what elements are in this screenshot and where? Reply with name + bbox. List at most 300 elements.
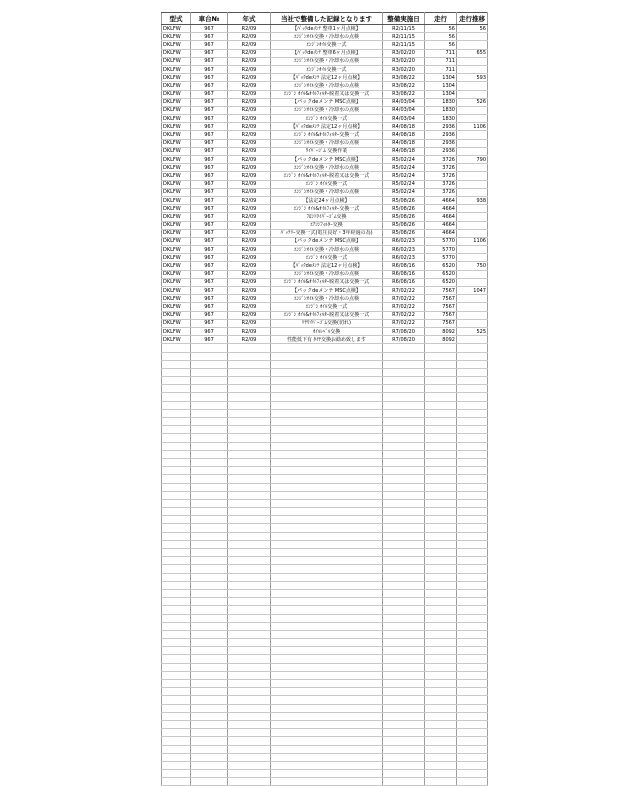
empty-cell: [457, 630, 488, 638]
empty-cell: [162, 458, 191, 466]
cell-chassis-number: 967: [191, 270, 228, 278]
empty-cell: [228, 622, 271, 630]
cell-service-date: R4/08/18: [383, 123, 425, 131]
blank-row: [162, 475, 488, 483]
empty-cell: [191, 647, 228, 655]
blank-row: [162, 458, 488, 466]
empty-cell: [383, 680, 425, 688]
empty-cell: [191, 688, 228, 696]
cell-mileage: 4664: [425, 205, 457, 213]
cell-service-record: ｴﾝｼﾞﾝｵｲﾙ交換・冷却水の点検: [271, 82, 383, 90]
cell-model-year: R2/09: [228, 229, 271, 237]
empty-cell: [383, 475, 425, 483]
empty-cell: [162, 442, 191, 450]
empty-cell: [383, 729, 425, 737]
empty-cell: [271, 663, 383, 671]
cell-mileage-change: 56: [457, 25, 488, 33]
table-row: [162, 336, 488, 344]
empty-cell: [425, 352, 457, 360]
table-row: [162, 229, 488, 237]
empty-cell: [457, 557, 488, 565]
cell-model-year: R2/09: [228, 180, 271, 188]
cell-service-record: 【ﾊﾟｯｸdeﾒﾝﾃ 法定12ヶ月点検】: [271, 74, 383, 82]
cell-mileage: 2936: [425, 131, 457, 139]
empty-cell: [425, 745, 457, 753]
cell-model-year: R2/09: [228, 319, 271, 327]
empty-cell: [425, 516, 457, 524]
blank-row: [162, 589, 488, 597]
cell-chassis-number: 967: [191, 319, 228, 327]
empty-cell: [383, 565, 425, 573]
cell-model: DKLFW: [162, 311, 191, 319]
empty-cell: [425, 532, 457, 540]
cell-mileage: 4664: [425, 213, 457, 221]
empty-cell: [228, 704, 271, 712]
empty-cell: [228, 663, 271, 671]
table-row: [162, 98, 488, 106]
cell-service-date: R4/08/18: [383, 131, 425, 139]
cell-mileage: 2936: [425, 123, 457, 131]
empty-cell: [425, 778, 457, 786]
empty-cell: [425, 720, 457, 728]
empty-cell: [383, 712, 425, 720]
empty-cell: [162, 622, 191, 630]
empty-cell: [191, 655, 228, 663]
cell-model-year: R2/09: [228, 25, 271, 33]
empty-cell: [383, 458, 425, 466]
empty-cell: [162, 671, 191, 679]
cell-service-record: ｴﾝｼﾞﾝ ｵｲﾙ&ｵｲﾙﾌｨﾙﾀｰ脱着又は交換一式: [271, 278, 383, 286]
empty-cell: [425, 401, 457, 409]
cell-service-date: R7/08/20: [383, 336, 425, 344]
cell-model: DKLFW: [162, 327, 191, 335]
blank-row: [162, 426, 488, 434]
empty-cell: [191, 671, 228, 679]
empty-cell: [271, 442, 383, 450]
empty-cell: [191, 753, 228, 761]
cell-model: DKLFW: [162, 33, 191, 41]
cell-service-date: R4/03/04: [383, 98, 425, 106]
empty-cell: [383, 688, 425, 696]
blank-row: [162, 491, 488, 499]
cell-service-date: R2/11/15: [383, 41, 425, 49]
empty-cell: [457, 655, 488, 663]
empty-cell: [271, 549, 383, 557]
empty-cell: [228, 761, 271, 769]
empty-cell: [191, 418, 228, 426]
empty-cell: [425, 499, 457, 507]
empty-cell: [457, 491, 488, 499]
empty-cell: [383, 540, 425, 548]
empty-cell: [457, 344, 488, 352]
empty-cell: [457, 688, 488, 696]
cell-service-date: R4/03/04: [383, 106, 425, 114]
cell-model: DKLFW: [162, 115, 191, 123]
empty-cell: [191, 589, 228, 597]
empty-cell: [383, 549, 425, 557]
empty-cell: [383, 671, 425, 679]
cell-service-record: 【ﾊﾟｯｸdeﾒﾝﾃ 整車1ヶ月点検】: [271, 25, 383, 33]
empty-cell: [271, 696, 383, 704]
empty-cell: [383, 753, 425, 761]
cell-mileage-change: [457, 254, 488, 262]
empty-cell: [162, 712, 191, 720]
cell-model-year: R2/09: [228, 156, 271, 164]
cell-chassis-number: 967: [191, 303, 228, 311]
table-header: [162, 13, 488, 25]
empty-cell: [228, 671, 271, 679]
blank-row: [162, 671, 488, 679]
cell-service-date: R7/02/22: [383, 287, 425, 295]
empty-cell: [271, 385, 383, 393]
cell-model-year: R2/09: [228, 57, 271, 65]
cell-mileage-change: [457, 57, 488, 65]
empty-cell: [457, 565, 488, 573]
empty-cell: [162, 401, 191, 409]
table-row: [162, 270, 488, 278]
empty-cell: [191, 598, 228, 606]
cell-service-date: R7/08/20: [383, 327, 425, 335]
empty-cell: [191, 614, 228, 622]
cell-mileage: 7567: [425, 319, 457, 327]
empty-cell: [162, 368, 191, 376]
table-row: [162, 41, 488, 49]
cell-mileage-change: [457, 115, 488, 123]
empty-cell: [271, 360, 383, 368]
cell-chassis-number: 967: [191, 336, 228, 344]
empty-cell: [191, 352, 228, 360]
empty-cell: [271, 753, 383, 761]
empty-cell: [383, 418, 425, 426]
empty-cell: [457, 377, 488, 385]
empty-cell: [191, 639, 228, 647]
empty-cell: [425, 655, 457, 663]
empty-cell: [383, 483, 425, 491]
cell-mileage: 711: [425, 57, 457, 65]
empty-cell: [162, 475, 191, 483]
cell-model-year: R2/09: [228, 287, 271, 295]
blank-row: [162, 352, 488, 360]
table-body: [162, 25, 488, 786]
blank-row: [162, 696, 488, 704]
empty-cell: [271, 630, 383, 638]
empty-cell: [162, 385, 191, 393]
empty-cell: [457, 360, 488, 368]
empty-cell: [271, 475, 383, 483]
empty-cell: [271, 401, 383, 409]
cell-mileage-change: [457, 319, 488, 327]
cell-mileage-change: [457, 65, 488, 73]
empty-cell: [425, 344, 457, 352]
empty-cell: [228, 434, 271, 442]
empty-cell: [425, 540, 457, 548]
cell-mileage-change: 790: [457, 156, 488, 164]
cell-model-year: R2/09: [228, 205, 271, 213]
empty-cell: [271, 524, 383, 532]
cell-chassis-number: 967: [191, 278, 228, 286]
cell-service-date: R5/02/24: [383, 188, 425, 196]
table-row: [162, 319, 488, 327]
empty-cell: [228, 581, 271, 589]
cell-mileage: 7567: [425, 303, 457, 311]
empty-cell: [228, 557, 271, 565]
empty-cell: [383, 401, 425, 409]
header-service-record: 当社で整備した記録となります: [271, 13, 383, 25]
empty-cell: [191, 549, 228, 557]
cell-chassis-number: 967: [191, 49, 228, 57]
empty-cell: [383, 606, 425, 614]
cell-model: DKLFW: [162, 254, 191, 262]
blank-row: [162, 680, 488, 688]
cell-service-record: ｴﾝｼﾞﾝ ｵｲﾙ&ｵｲﾙﾌｨﾙﾀｰ交換一式: [271, 205, 383, 213]
blank-row: [162, 532, 488, 540]
cell-mileage-change: [457, 147, 488, 155]
empty-cell: [191, 532, 228, 540]
empty-cell: [162, 581, 191, 589]
empty-cell: [425, 598, 457, 606]
blank-row: [162, 663, 488, 671]
table-row: [162, 254, 488, 262]
cell-service-date: R6/08/16: [383, 262, 425, 270]
empty-cell: [457, 483, 488, 491]
empty-cell: [425, 753, 457, 761]
header-row: [162, 13, 488, 25]
cell-model: DKLFW: [162, 49, 191, 57]
cell-service-record: ｴﾝｼﾞﾝｵｲﾙ交換・冷却水の点検: [271, 164, 383, 172]
empty-cell: [162, 524, 191, 532]
empty-cell: [383, 622, 425, 630]
empty-cell: [228, 598, 271, 606]
cell-mileage: 8092: [425, 336, 457, 344]
blank-row: [162, 508, 488, 516]
empty-cell: [271, 778, 383, 786]
empty-cell: [271, 655, 383, 663]
cell-service-date: R5/08/26: [383, 196, 425, 204]
empty-cell: [162, 557, 191, 565]
empty-cell: [191, 499, 228, 507]
empty-cell: [271, 565, 383, 573]
cell-service-date: R7/02/22: [383, 295, 425, 303]
cell-service-record: ｴﾝｼﾞﾝｵｲﾙ交換・冷却水の点検: [271, 246, 383, 254]
empty-cell: [228, 360, 271, 368]
empty-cell: [425, 737, 457, 745]
cell-mileage: 8092: [425, 327, 457, 335]
table-row: [162, 115, 488, 123]
empty-cell: [383, 589, 425, 597]
empty-cell: [457, 737, 488, 745]
table-row: [162, 123, 488, 131]
cell-service-record: ｴﾝｼﾞﾝ ｵｲﾙ&ｵｲﾙﾌｨﾙﾀｰ脱着又は交換一式: [271, 90, 383, 98]
empty-cell: [271, 770, 383, 778]
cell-service-record: ﾊﾞｯﾃﾘｰ交換一式(電圧良好・3年経過の為): [271, 229, 383, 237]
empty-cell: [162, 770, 191, 778]
empty-cell: [457, 598, 488, 606]
cell-chassis-number: 967: [191, 188, 228, 196]
cell-model-year: R2/09: [228, 221, 271, 229]
empty-cell: [228, 467, 271, 475]
cell-service-record: ﾌﾛﾝﾄﾜｲﾊﾟｰｺﾞﾑ交換: [271, 213, 383, 221]
empty-cell: [425, 688, 457, 696]
empty-cell: [383, 614, 425, 622]
cell-chassis-number: 967: [191, 287, 228, 295]
cell-model-year: R2/09: [228, 311, 271, 319]
empty-cell: [457, 639, 488, 647]
cell-service-record: 【ﾊﾟｯｸdeﾒﾝﾃ 法定12ヶ月点検】: [271, 123, 383, 131]
cell-chassis-number: 967: [191, 147, 228, 155]
empty-cell: [425, 475, 457, 483]
header-service-date: 整備実施日: [383, 13, 425, 25]
empty-cell: [425, 622, 457, 630]
empty-cell: [271, 761, 383, 769]
empty-cell: [457, 729, 488, 737]
cell-mileage-change: [457, 131, 488, 139]
empty-cell: [162, 761, 191, 769]
blank-row: [162, 630, 488, 638]
empty-cell: [191, 540, 228, 548]
cell-service-date: R6/02/23: [383, 246, 425, 254]
cell-mileage: 3726: [425, 172, 457, 180]
cell-mileage: 7567: [425, 295, 457, 303]
empty-cell: [457, 442, 488, 450]
empty-cell: [228, 508, 271, 516]
cell-service-record: ｴﾝｼﾞﾝｵｲﾙ交換一式: [271, 41, 383, 49]
empty-cell: [191, 581, 228, 589]
cell-mileage-change: [457, 221, 488, 229]
empty-cell: [191, 663, 228, 671]
empty-cell: [383, 467, 425, 475]
blank-row: [162, 704, 488, 712]
cell-service-date: R3/08/22: [383, 82, 425, 90]
empty-cell: [271, 598, 383, 606]
cell-service-date: R3/08/22: [383, 74, 425, 82]
blank-row: [162, 729, 488, 737]
blank-row: [162, 778, 488, 786]
cell-model: DKLFW: [162, 270, 191, 278]
blank-row: [162, 761, 488, 769]
blank-row: [162, 393, 488, 401]
empty-cell: [383, 720, 425, 728]
table-row: [162, 213, 488, 221]
blank-row: [162, 639, 488, 647]
empty-cell: [383, 385, 425, 393]
header-chassis-number: 車台№: [191, 13, 228, 25]
empty-cell: [162, 639, 191, 647]
cell-service-date: R4/08/18: [383, 147, 425, 155]
cell-service-record: 【法定24ヶ月点検】: [271, 196, 383, 204]
empty-cell: [425, 368, 457, 376]
blank-row: [162, 450, 488, 458]
empty-cell: [162, 540, 191, 548]
cell-service-record: ｴﾝｼﾞﾝ ｵｲﾙ交換一式: [271, 115, 383, 123]
empty-cell: [457, 540, 488, 548]
cell-mileage-change: [457, 336, 488, 344]
empty-cell: [271, 647, 383, 655]
empty-cell: [228, 745, 271, 753]
cell-mileage: 4664: [425, 221, 457, 229]
cell-service-date: R2/11/15: [383, 33, 425, 41]
blank-row: [162, 385, 488, 393]
empty-cell: [383, 639, 425, 647]
empty-cell: [457, 524, 488, 532]
cell-model-year: R2/09: [228, 172, 271, 180]
cell-mileage-change: [457, 164, 488, 172]
empty-cell: [425, 524, 457, 532]
empty-cell: [191, 491, 228, 499]
empty-cell: [228, 770, 271, 778]
blank-row: [162, 647, 488, 655]
empty-cell: [457, 581, 488, 589]
cell-mileage-change: 655: [457, 49, 488, 57]
table-row: [162, 237, 488, 245]
empty-cell: [383, 737, 425, 745]
cell-model-year: R2/09: [228, 278, 271, 286]
cell-model-year: R2/09: [228, 33, 271, 41]
empty-cell: [457, 467, 488, 475]
cell-service-record: 性能低下有 ﾀｲﾔ交換お勧め致します: [271, 336, 383, 344]
empty-cell: [425, 680, 457, 688]
empty-cell: [228, 442, 271, 450]
empty-cell: [228, 680, 271, 688]
blank-row: [162, 720, 488, 728]
table-row: [162, 25, 488, 33]
empty-cell: [228, 516, 271, 524]
cell-model-year: R2/09: [228, 41, 271, 49]
empty-cell: [228, 647, 271, 655]
empty-cell: [271, 426, 383, 434]
empty-cell: [191, 680, 228, 688]
empty-cell: [162, 393, 191, 401]
cell-mileage: 6520: [425, 262, 457, 270]
table-row: [162, 205, 488, 213]
blank-row: [162, 581, 488, 589]
cell-model: DKLFW: [162, 57, 191, 65]
cell-service-record: ｴﾝｼﾞﾝｵｲﾙ交換・冷却水の点検: [271, 188, 383, 196]
cell-mileage-change: 593: [457, 74, 488, 82]
empty-cell: [191, 745, 228, 753]
empty-cell: [228, 499, 271, 507]
cell-model-year: R2/09: [228, 246, 271, 254]
cell-mileage: 6520: [425, 278, 457, 286]
empty-cell: [271, 418, 383, 426]
empty-cell: [191, 344, 228, 352]
empty-cell: [383, 377, 425, 385]
cell-mileage-change: [457, 270, 488, 278]
empty-cell: [191, 475, 228, 483]
header-mileage-change: 走行推移: [457, 13, 488, 25]
empty-cell: [457, 704, 488, 712]
empty-cell: [271, 532, 383, 540]
cell-service-record: ｴﾝｼﾞﾝｵｲﾙ交換一式: [271, 65, 383, 73]
empty-cell: [191, 720, 228, 728]
cell-service-record: ｵｲﾙﾚﾍﾞﾙ交換: [271, 327, 383, 335]
empty-cell: [162, 753, 191, 761]
cell-service-date: R4/03/04: [383, 115, 425, 123]
empty-cell: [271, 737, 383, 745]
empty-cell: [383, 655, 425, 663]
cell-model: DKLFW: [162, 156, 191, 164]
empty-cell: [191, 712, 228, 720]
empty-cell: [162, 680, 191, 688]
blank-row: [162, 540, 488, 548]
cell-chassis-number: 967: [191, 90, 228, 98]
cell-chassis-number: 967: [191, 82, 228, 90]
blank-row: [162, 753, 488, 761]
cell-mileage-change: [457, 303, 488, 311]
empty-cell: [228, 409, 271, 417]
blank-row: [162, 606, 488, 614]
cell-mileage: 5770: [425, 237, 457, 245]
cell-chassis-number: 967: [191, 221, 228, 229]
